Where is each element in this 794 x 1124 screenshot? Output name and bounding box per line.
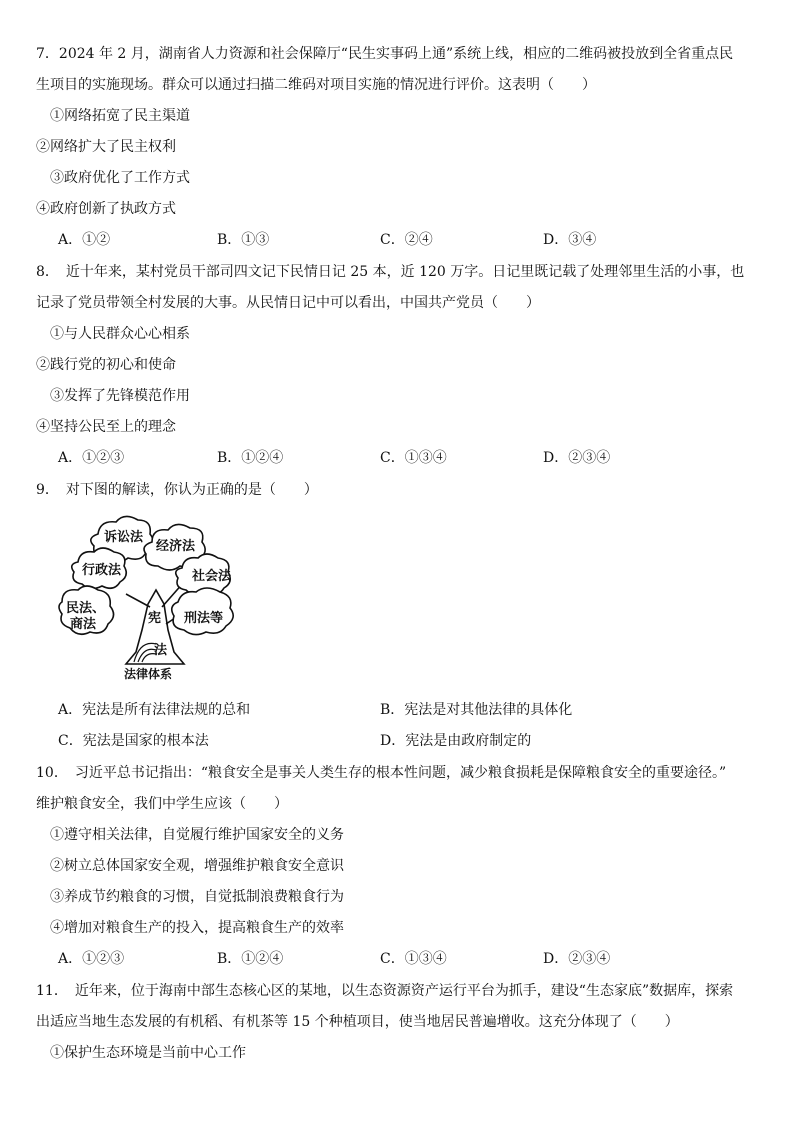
q10-choice-c[interactable]: C．①③④	[380, 951, 447, 967]
q7-stem-line2: 生项目的实施现场。群众可以通过扫描二维码对项目实施的情况进行评价。这表明（ ）	[36, 77, 596, 93]
q11-stem-line1: 11． 近年来，位于海南中部生态核心区的某地，以生态资源资产运行平台为抓手，建设“生态家底”数据库，探索	[36, 983, 734, 999]
q8-choice-d[interactable]: D．②③④	[543, 450, 611, 466]
q9-choice-b[interactable]: B．宪法是对其他法律的具体化	[380, 702, 573, 718]
q10-choice-d[interactable]: D．②③④	[543, 951, 611, 967]
q9-choice-d[interactable]: D．宪法是由政府制定的	[380, 733, 532, 749]
tree-branch-left	[126, 594, 150, 607]
trunk-label-bottom: 法	[154, 643, 168, 658]
trunk-label-top: 宪	[148, 611, 162, 626]
q7-item-3: ③政府优化了工作方式	[50, 170, 190, 186]
q7-stem-line1: 7．2024 年 2 月，湖南省人力资源和社会保障厅“民生实事码上通”系统上线，相应的二维码被投放到全省重点民	[36, 46, 734, 62]
q11-item-1: ①保护生态环境是当前中心工作	[50, 1045, 246, 1061]
q8-choice-a[interactable]: A．①②③	[58, 450, 125, 466]
q7-item-1: ①网络拓宽了民主渠道	[50, 108, 190, 124]
leaf-label-social: 社会法	[192, 569, 232, 584]
leaf-label-litigation: 诉讼法	[104, 530, 144, 545]
q8-item-4: ④坚持公民至上的理念	[36, 419, 176, 435]
q7-item-4: ④政府创新了执政方式	[36, 201, 176, 217]
q10-item-1: ①遵守相关法律，自觉履行维护国家安全的义务	[50, 827, 344, 843]
q10-stem-line1: 10． 习近平总书记指出：“粮食安全是事关人类生存的根本性问题，减少粮食损耗是保障粮食安全的重要途径。”	[36, 765, 727, 781]
q8-stem-line1: 8． 近十年来，某村党员干部司四文记下民情日记 25 本，近 120 万字。日记里既记载了处理邻里生活的小事，也	[36, 264, 745, 280]
q8-choice-c[interactable]: C．①③④	[380, 450, 447, 466]
diagram-caption: 法律体系	[124, 667, 173, 681]
q7-choice-d[interactable]: D．③④	[543, 232, 597, 248]
q11-stem-line2: 出适应当地生态发展的有机稻、有机茶等 15 个种植项目，使当地居民普遍增收。这充分体现了（ ）	[36, 1014, 679, 1030]
q9-stem: 9． 对下图的解读，你认为正确的是（ ）	[36, 482, 318, 498]
q8-item-3: ③发挥了先锋模范作用	[50, 388, 190, 404]
q8-item-2: ②践行党的初心和使命	[36, 357, 176, 373]
leaf-label-economic: 经济法	[156, 539, 196, 554]
q8-stem-line2: 记录了党员带领全村发展的大事。从民情日记中可以看出，中国共产党员（ ）	[36, 295, 540, 311]
q10-item-4: ④增加对粮食生产的投入，提高粮食生产的效率	[50, 920, 344, 936]
q8-choice-b[interactable]: B．①②④	[217, 450, 284, 466]
leaf-label-criminal: 刑法等	[184, 611, 224, 626]
leaf-label-administrative: 行政法	[82, 563, 122, 578]
leaf-label-civil: 民法、	[66, 601, 106, 616]
q9-choice-c[interactable]: C．宪法是国家的根本法	[58, 733, 209, 749]
leaf-label-commercial: 商法	[70, 617, 97, 632]
legal-system-tree-diagram	[56, 512, 266, 682]
q10-item-3: ③养成节约粮食的习惯，自觉抵制浪费粮食行为	[50, 889, 344, 905]
q7-choice-a[interactable]: A．①②	[58, 232, 111, 248]
q7-item-2: ②网络扩大了民主权利	[36, 139, 176, 155]
q9-choice-a[interactable]: A．宪法是所有法律法规的总和	[58, 702, 251, 718]
q8-item-1: ①与人民群众心心相系	[50, 326, 190, 342]
q7-choice-b[interactable]: B．①③	[217, 232, 270, 248]
q10-item-2: ②树立总体国家安全观，增强维护粮食安全意识	[50, 858, 344, 874]
q10-stem-line2: 维护粮食安全，我们中学生应该（ ）	[36, 796, 288, 812]
q10-choice-b[interactable]: B．①②④	[217, 951, 284, 967]
q7-choice-c[interactable]: C．②④	[380, 232, 433, 248]
q10-choice-a[interactable]: A．①②③	[58, 951, 125, 967]
